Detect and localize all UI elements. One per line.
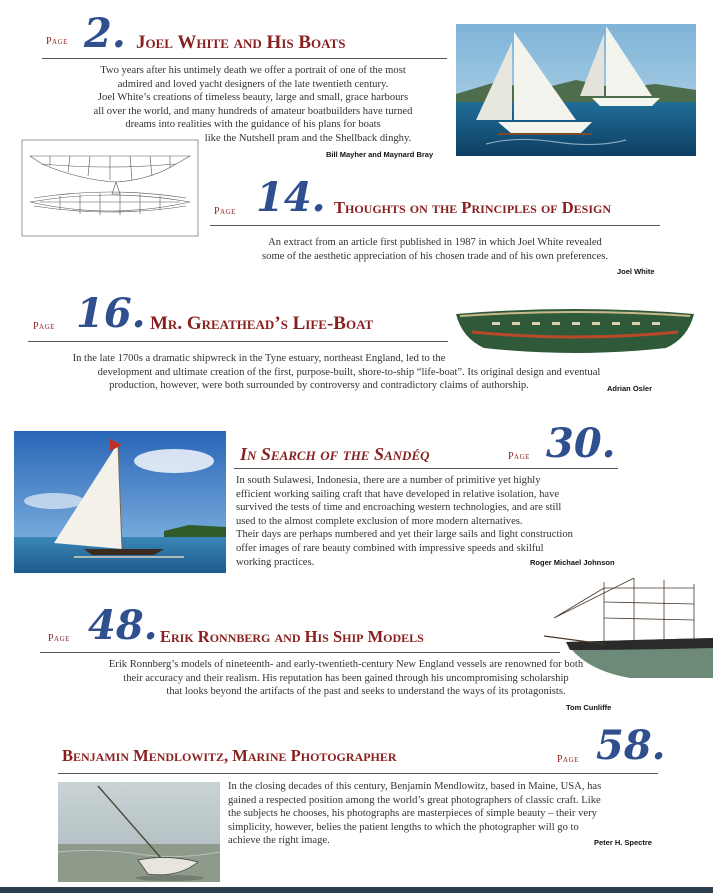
page-number: 2. <box>84 10 126 57</box>
page-label: Page <box>557 754 579 765</box>
title-rule <box>40 652 560 653</box>
title-rule <box>28 341 448 342</box>
article-title: Benjamin Mendlowitz, Marine Photographer <box>62 746 397 765</box>
article-summary: Two years after his untimely death we offer a portrait of one of the most admired and loved yacht designers of the late twentieth century. Joel White’s creations of timeless beauty, large and small, grace harbours all over the world, and many hundreds of amateur boatbuilders have turned dreams into realities with the guidance of his plans for boats like the Nutshell pram and the Shellback dinghy. <box>93 65 413 144</box>
title-rule <box>58 773 658 774</box>
article-author: Tom Cunliffe <box>566 703 612 712</box>
lifeboat-model-photo <box>452 302 698 358</box>
article-summary: Erik Ronnberg’s models of nineteenth- and early-twentieth-century New England vessels are renowned for both their accuracy and their realism. His reputation has been gained through his uncompromising scholarship that looks beyond the artifacts of the past and seeks to understand the ways of its protagonists. <box>108 659 584 698</box>
article-summary: An extract from an article first published in 1987 in which Joel White revealed some of the aesthetic appreciation of his chosen trade and of his own preferences. <box>262 237 608 262</box>
article-title: Erik Ronnberg and His Ship Models <box>160 627 424 646</box>
title-rule <box>210 225 660 226</box>
title-rule <box>42 58 447 59</box>
article-title: Mr. Greathead’s Life-Boat <box>150 313 374 334</box>
page-number: 30. <box>546 420 616 467</box>
page-number: 48. <box>88 602 158 649</box>
page-label: Page <box>508 451 530 462</box>
article-author: Peter H. Spectre <box>594 838 652 847</box>
page-label: Page <box>33 321 55 332</box>
page-label: Page <box>214 206 236 217</box>
article-author: Adrian Osler <box>607 384 653 393</box>
article-summary: In south Sulawesi, Indonesia, there are a number of primitive yet highly efficient working sailing craft that have developed in relative isolation, have survived the tests of time and encroaching western technologies, and are still used to the almost complete exclusion of more modern alternatives. Their days are perhaps numbered and yet their large sails and light construction offer images of rare beauty combined with impressive speeds and skilful working practices. <box>236 475 573 568</box>
page-number: 58. <box>596 722 666 769</box>
bottom-border <box>0 887 713 893</box>
article-author: Bill Mayher and Maynard Bray <box>326 150 434 159</box>
article-title: Joel White and His Boats <box>136 32 346 53</box>
boat-plan-drawing <box>20 136 200 240</box>
beached-boat-photo <box>58 782 220 882</box>
page-number: 16. <box>76 290 146 337</box>
article-title: In Search of the Sandéq <box>240 444 430 464</box>
title-rule <box>234 468 618 469</box>
page-label: Page <box>46 36 68 47</box>
article-summary: In the closing decades of this century, Benjamin Mendlowitz, based in Maine, USA, has gained a respected position among the world’s great photographers of classic craft. Like the subjects he chooses, his photographs are masterpieces of simple beauty – their very simplicity, however, belies the patient lengths to which the photographer will go to achieve the right image. <box>228 781 602 847</box>
article-author: Joel White <box>617 267 655 276</box>
page-number: 14. <box>256 174 326 221</box>
article-title: Thoughts on the Principles of Design <box>334 198 612 217</box>
sailing-yachts-photo <box>456 24 696 156</box>
sandeq-sailing-photo <box>14 431 226 573</box>
article-author: Roger Michael Johnson <box>530 558 615 567</box>
article-summary: In the late 1700s a dramatic shipwreck in the Tyne estuary, northeast England, led to the development and ultimate creation of the first, purpose-built, shore-to-ship “life-boat”. Its original design and eventual production, however, were both surrounded by controversy and contradictory claims of authorship. <box>72 353 601 392</box>
page-label: Page <box>48 633 70 644</box>
